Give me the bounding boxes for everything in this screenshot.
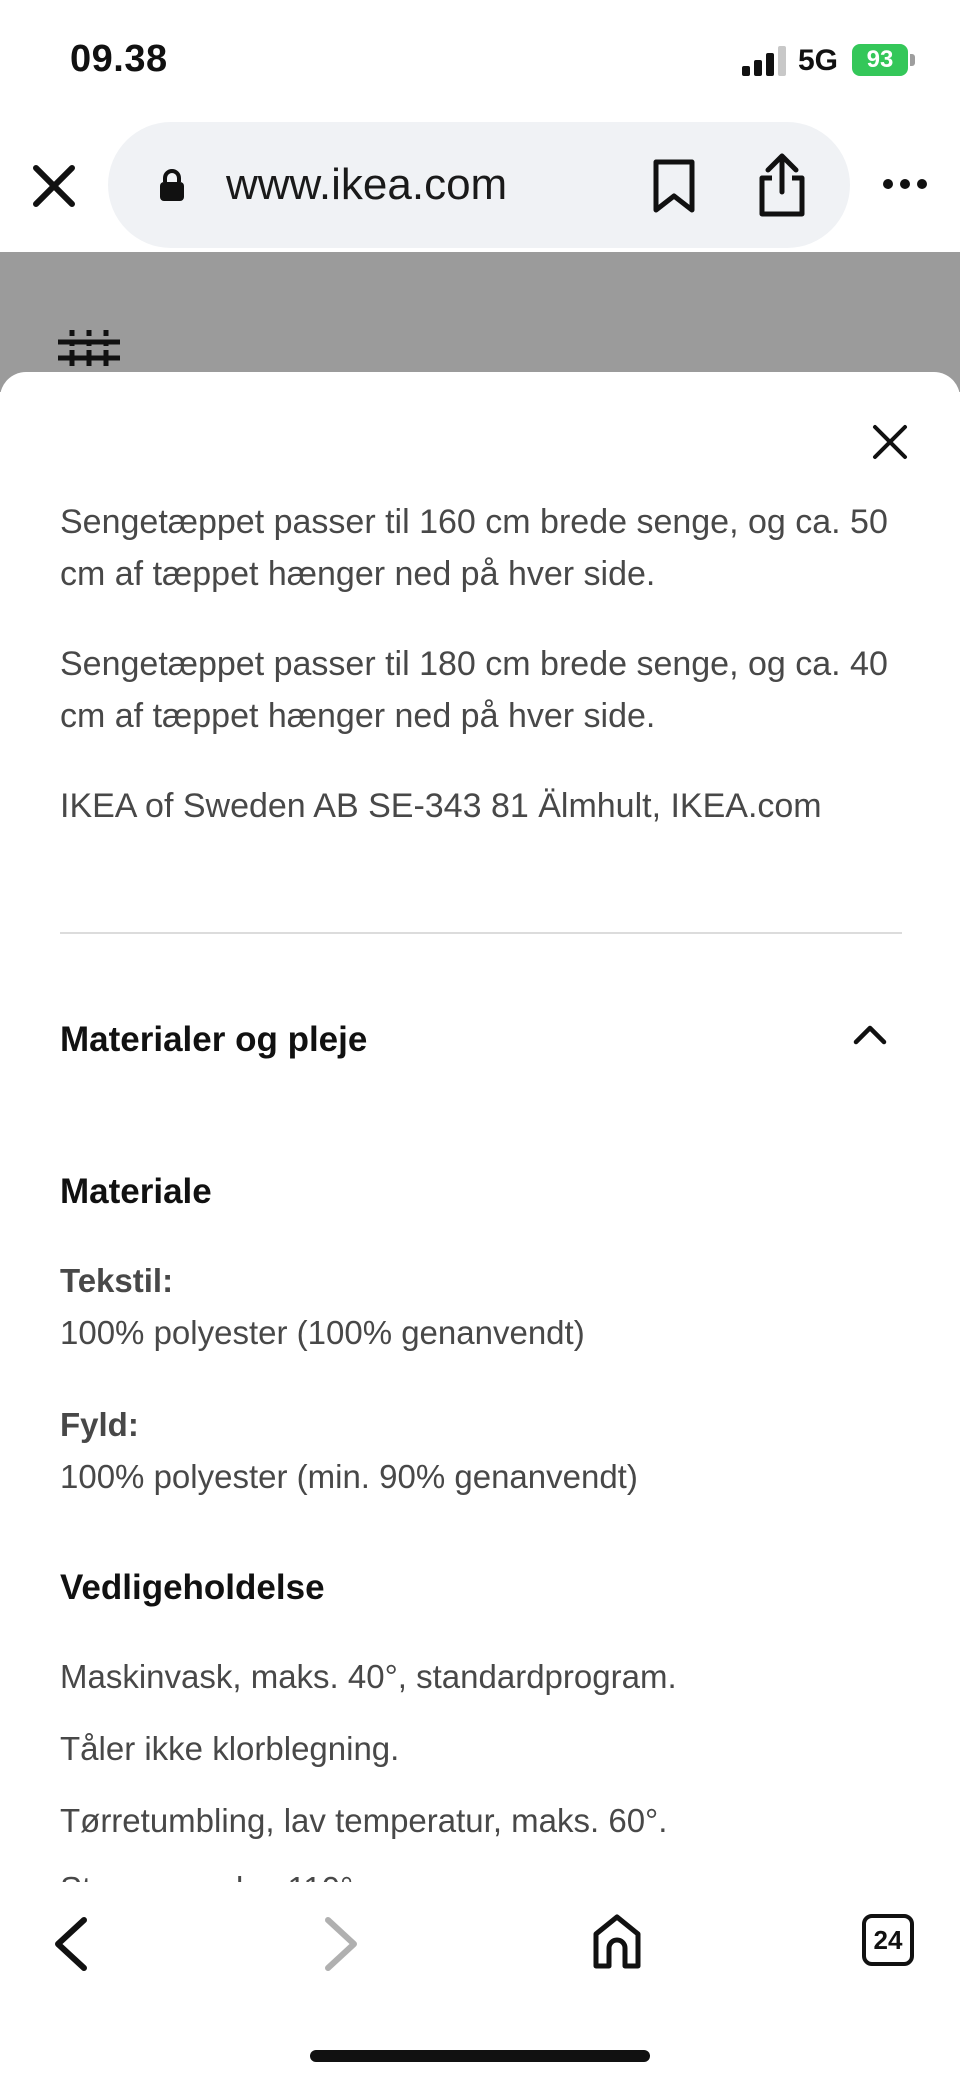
back-arrow-icon[interactable]	[48, 1914, 92, 1974]
url-text[interactable]: www.ikea.com	[226, 160, 508, 209]
material-label-textile: Tekstil:	[60, 1262, 174, 1299]
network-label: 5G	[798, 44, 839, 77]
home-icon[interactable]	[590, 1912, 644, 1970]
materials-care-header[interactable]: Materialer og pleje	[60, 1020, 368, 1059]
section-divider	[60, 932, 902, 934]
lock-icon	[158, 168, 186, 202]
tabs-button[interactable]: 24	[862, 1914, 914, 1966]
battery-indicator: 93	[852, 44, 908, 76]
size-note-160: Sengetæppet passer til 160 cm brede senge, og ca. 50 cm af tæppet hænger ned på hver side.	[60, 503, 888, 593]
manufacturer-info: IKEA of Sweden AB SE-343 81 Älmhult, IKEA.com	[60, 787, 822, 825]
battery-tip	[910, 54, 915, 66]
signal-icon	[742, 46, 788, 76]
material-value-textile: 100% polyester (100% genanvendt)	[60, 1314, 585, 1351]
forward-arrow-icon[interactable]	[320, 1914, 364, 1974]
care-line-dry: Tørretumbling, lav temperatur, maks. 60°.	[60, 1802, 668, 1839]
close-icon[interactable]	[870, 422, 910, 462]
status-time: 09.38	[70, 38, 168, 80]
browser-url-row	[0, 120, 960, 252]
size-note-180: Sengetæppet passer til 180 cm brede senge, og ca. 40 cm af tæppet hænger ned på hver side.	[60, 645, 888, 735]
more-icon[interactable]	[882, 172, 928, 196]
browser-toolbar	[0, 1882, 960, 2078]
status-bar	[0, 0, 960, 120]
bookmark-icon[interactable]	[650, 158, 698, 214]
share-icon[interactable]	[756, 152, 808, 218]
close-icon[interactable]	[30, 162, 78, 210]
material-heading: Materiale	[60, 1172, 212, 1211]
url-bar[interactable]	[108, 122, 850, 248]
care-line-wash: Maskinvask, maks. 40°, standardprogram.	[60, 1658, 677, 1695]
page-overlay	[0, 252, 960, 392]
material-label-filling: Fyld:	[60, 1406, 139, 1443]
product-details-sheet	[0, 372, 960, 1882]
material-value-filling: 100% polyester (min. 90% genanvendt)	[60, 1458, 638, 1495]
care-line-bleach: Tåler ikke klorblegning.	[60, 1730, 400, 1767]
home-indicator	[310, 2050, 650, 2062]
care-heading: Vedligeholdelse	[60, 1568, 325, 1607]
pattern-icon	[58, 330, 120, 370]
chevron-up-icon[interactable]	[852, 1022, 888, 1048]
